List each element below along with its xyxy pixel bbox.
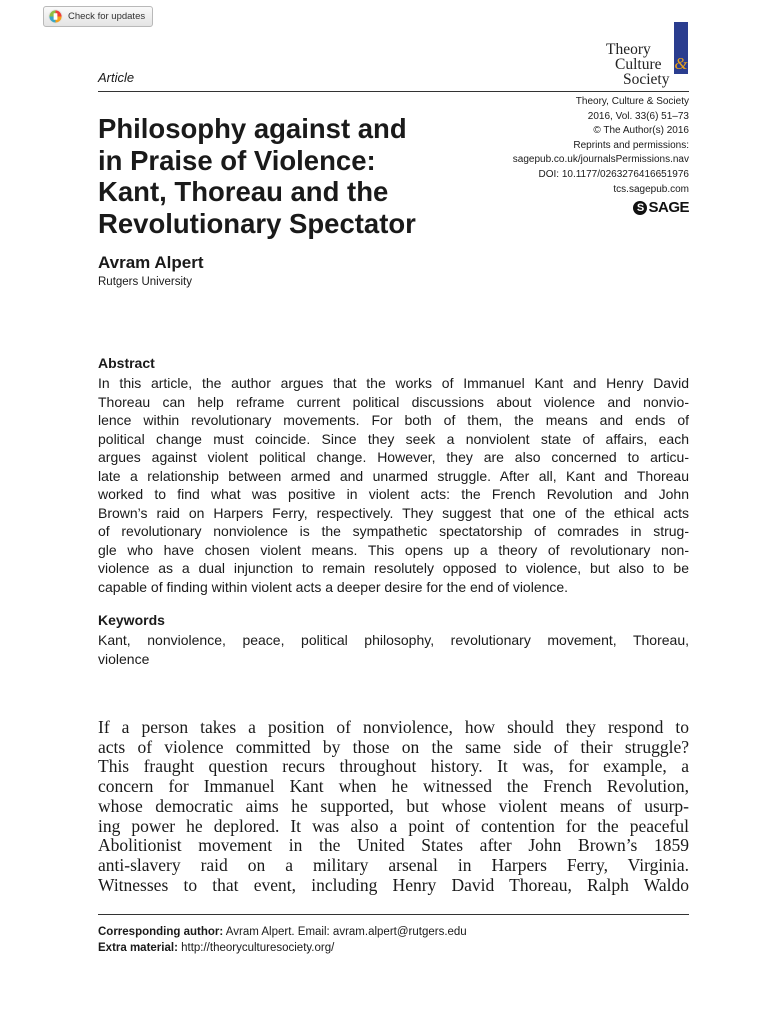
title-line: Philosophy against and xyxy=(98,113,407,144)
body-line: If a person takes a position of nonviolence, how should they respond to xyxy=(98,717,689,737)
abstract-line: capable of finding within violent acts a deeper desire for the end of violence. xyxy=(98,578,569,595)
author-name: Avram Alpert xyxy=(98,253,204,272)
keywords-line: violence xyxy=(98,650,150,667)
extra-material-label: Extra material: xyxy=(98,942,178,954)
meta-site-link[interactable]: tcs.sagepub.com xyxy=(613,183,689,195)
meta-reprints: Reprints and permissions: xyxy=(573,139,689,151)
body-line: whose democratic aims he supported, but whose violent means of usurp- xyxy=(98,795,689,816)
abstract-line: late a relationship between armed and unarmed struggle. After all, Kant and Thoreau xyxy=(98,467,689,484)
title-line: Kant, Thoreau and the xyxy=(98,176,389,207)
journal-logo xyxy=(588,22,688,88)
body-line: This fraught question recurs throughout history. It was, for example, a xyxy=(98,756,689,777)
sage-wordmark: SAGE xyxy=(648,199,689,217)
check-for-updates-label: Check for updates xyxy=(68,11,146,22)
abstract-line: Brown’s raid on Harpers Ferry, respectively. They suggest that one of the ethical acts xyxy=(98,504,689,521)
logo-word-theory: Theory xyxy=(606,41,651,58)
title-line: Revolutionary Spectator xyxy=(98,207,416,239)
abstract-line: Thoreau can help reframe current political discussions about violence and nonvio- xyxy=(98,393,689,410)
logo-ampersand: & xyxy=(674,54,688,73)
body-line: concern for Immanuel Kant when he witnessed the French Revolution, xyxy=(98,776,689,797)
meta-doi[interactable]: DOI: 10.1177/0263276416651976 xyxy=(538,168,689,180)
header-divider xyxy=(98,91,689,92)
body-line: anti-slavery raid on a military arsenal in Harpers Ferry, Virginia. xyxy=(98,854,689,875)
abstract-line: violence as a dual injunction to remain resolutely opposed to violence, but also to be xyxy=(98,560,689,576)
meta-journal: Theory, Culture & Society xyxy=(575,96,689,107)
author-affiliation: Rutgers University xyxy=(98,276,192,288)
meta-volume: 2016, Vol. 33(6) 51–73 xyxy=(587,110,689,122)
abstract-line: gle who have chosen violent means. This opens up a theory of revolutionary non- xyxy=(98,541,689,558)
body-line: Abolitionist movement in the United States after John Brown’s 1859 xyxy=(98,835,689,856)
footnote-divider xyxy=(98,914,689,915)
abstract-line: of revolutionary nonviolence is the sympathetic spectatorship of comrades in strug- xyxy=(98,523,689,539)
article-title xyxy=(98,113,498,239)
abstract-line: political change must coincide. Since they seek a nonviolent state of affairs, each xyxy=(98,430,689,447)
corresponding-author-text[interactable]: Avram Alpert. Email: avram.alpert@rutgers.edu xyxy=(223,926,467,938)
keywords-heading: Keywords xyxy=(98,612,165,628)
crossmark-icon xyxy=(48,9,63,24)
footnotes xyxy=(98,924,467,956)
keywords-line: Kant, nonviolence, peace, political philosophy, revolutionary movement, Thoreau, xyxy=(98,632,689,648)
corresponding-author-label: Corresponding author: xyxy=(98,926,224,938)
abstract-line: In this article, the author argues that the works of Immanuel Kant and Henry David xyxy=(98,375,689,391)
abstract-line: argues against violent political change. However, they are also concerned to articu- xyxy=(98,449,689,465)
keywords-text xyxy=(98,631,689,668)
logo-word-culture: Culture xyxy=(615,56,662,73)
title-line: in Praise of Violence: xyxy=(98,144,376,176)
body-paragraph xyxy=(98,718,689,895)
body-line: acts of violence committed by those on the same side of their struggle? xyxy=(98,736,689,757)
corresponding-author-note xyxy=(98,924,467,940)
abstract-line: lence within revolutionary movements. For both of them, the means and ends of xyxy=(98,412,689,428)
body-line: Witnesses to that event, including Henry David Thoreau, Ralph Waldo xyxy=(98,874,689,895)
sage-s-icon: S xyxy=(633,201,647,215)
abstract-line: worked to find what was positive in violent acts: the French Revolution and John xyxy=(98,486,689,502)
article-type-label: Article xyxy=(98,70,135,85)
meta-copyright: © The Author(s) 2016 xyxy=(593,125,689,137)
journal-metadata xyxy=(513,95,689,216)
extra-material-note xyxy=(98,940,467,956)
abstract-heading: Abstract xyxy=(98,355,155,371)
meta-reprints-link[interactable]: sagepub.co.uk/journalsPermissions.nav xyxy=(512,154,689,166)
sage-logo xyxy=(513,201,689,216)
logo-word-society: Society xyxy=(623,71,670,88)
extra-material-link[interactable]: http://theoryculturesociety.org/ xyxy=(177,942,335,954)
body-line: ing power he deplored. It was also a point of contention for the peaceful xyxy=(98,815,689,836)
abstract-text xyxy=(98,374,689,596)
check-for-updates-badge[interactable] xyxy=(43,6,153,27)
